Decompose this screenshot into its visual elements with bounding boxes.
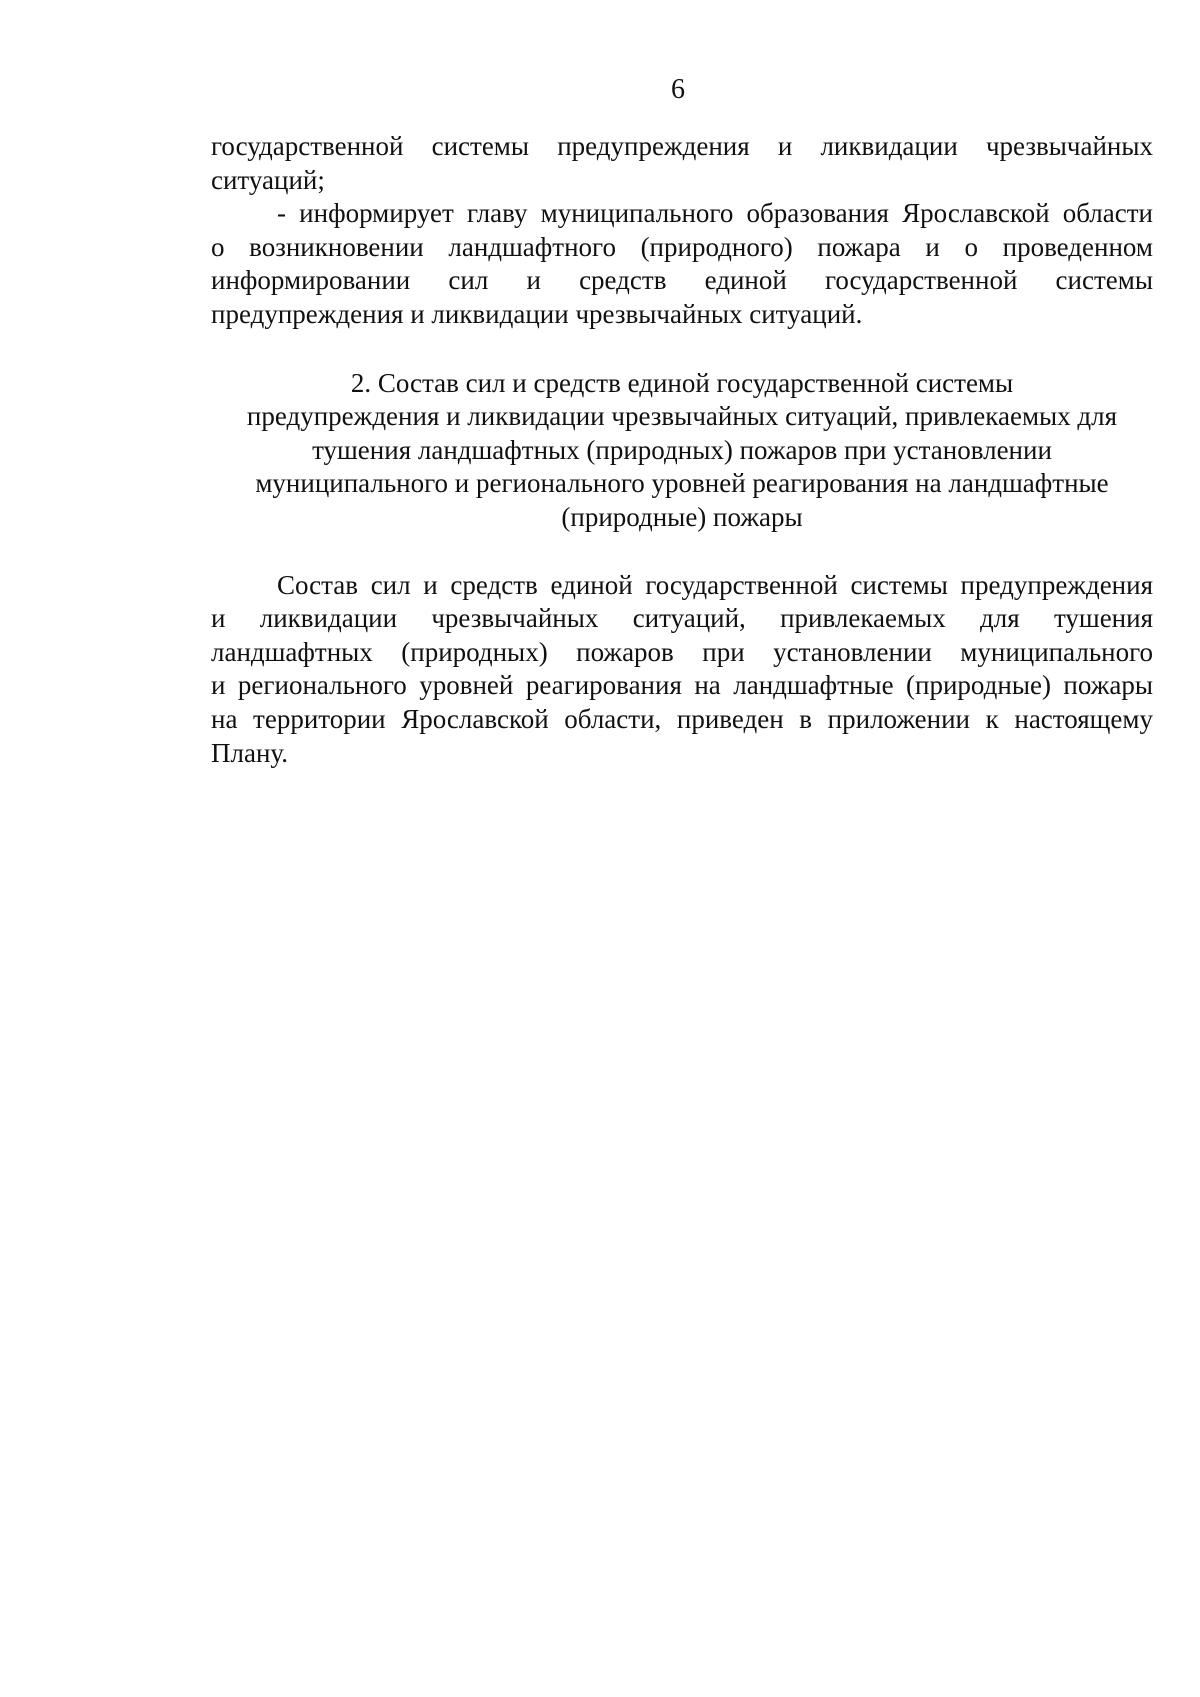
section-heading <box>211 367 1153 535</box>
paragraph-forces-composition <box>211 569 1153 771</box>
document-body <box>211 130 1153 770</box>
heading-line: тушения ландшафтных (природных) пожаров при установлении <box>312 434 1052 465</box>
text-line: и регионального уровней реагирования на ландшафтные (природные) пожары <box>211 670 1153 701</box>
paragraph-inform-head <box>211 197 1153 331</box>
heading-line: 2. Состав сил и средств единой государственной системы <box>350 367 1014 398</box>
text-line: Состав сил и средств единой государственной системы предупреждения <box>277 569 1153 600</box>
heading-line: предупреждения и ликвидации чрезвычайных ситуаций, привлекаемых для <box>246 401 1118 432</box>
text-line: ситуаций; <box>211 164 325 195</box>
text-line: на территории Ярославской области, приведен в приложении к настоящему <box>211 703 1153 734</box>
text-line: предупреждения и ликвидации чрезвычайных ситуаций. <box>211 298 863 329</box>
paragraph-continuation <box>211 130 1153 197</box>
heading-line: (природные) пожары <box>561 501 803 532</box>
text-line: ландшафтных (природных) пожаров при установлении муниципального <box>211 636 1153 667</box>
page-number: 6 <box>671 74 685 105</box>
text-line: - информирует главу муниципального образования Ярославской области <box>277 198 1153 229</box>
text-line: и ликвидации чрезвычайных ситуаций, привлекаемых для тушения <box>211 603 1153 634</box>
text-line: Плану. <box>211 737 288 768</box>
text-line: информировании сил и средств единой государственной системы <box>211 265 1153 296</box>
text-line: государственной системы предупреждения и ликвидации чрезвычайных <box>211 131 1153 161</box>
heading-line: муниципального и регионального уровней реагирования на ландшафтные <box>255 468 1109 499</box>
text-line: о возникновении ландшафтного (природного) пожара и о проведенном <box>211 231 1153 262</box>
